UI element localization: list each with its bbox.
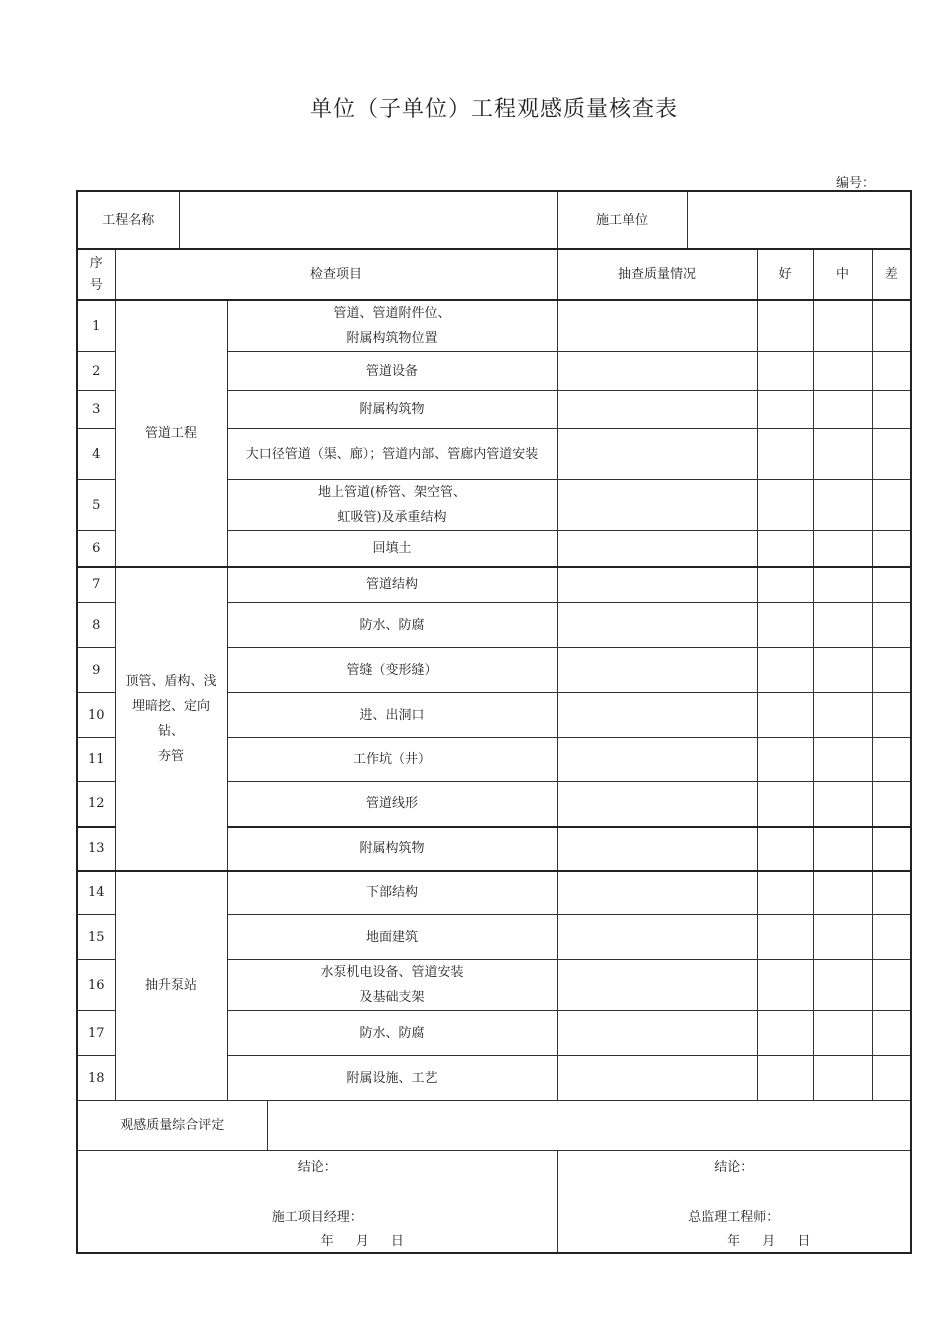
poor-cell[interactable] <box>872 915 911 960</box>
medium-cell[interactable] <box>813 480 872 531</box>
sampling-cell[interactable] <box>557 738 757 782</box>
medium-cell[interactable] <box>813 693 872 738</box>
medium-cell[interactable] <box>813 300 872 352</box>
good-cell[interactable] <box>757 1056 813 1101</box>
sampling-cell[interactable] <box>557 1056 757 1101</box>
table-row <box>77 567 911 603</box>
inspection-form <box>76 190 912 1254</box>
check-item: 管道线形 <box>227 782 557 827</box>
check-item: 进、出洞口 <box>227 693 557 738</box>
contractor-conclusion-label: 结论： <box>297 1160 337 1175</box>
contractor-date: 年 月 日 <box>320 1234 404 1249</box>
contractor-sign-area <box>77 1151 557 1253</box>
poor-cell[interactable] <box>872 960 911 1011</box>
col-header-item: 检查项目 <box>115 249 557 300</box>
supervisor-date: 年 月 日 <box>727 1234 811 1249</box>
check-item: 工作坑（井） <box>227 738 557 782</box>
poor-cell[interactable] <box>872 429 911 480</box>
medium-cell[interactable] <box>813 352 872 391</box>
row-number: 11 <box>77 738 115 782</box>
good-cell[interactable] <box>757 480 813 531</box>
sampling-cell[interactable] <box>557 352 757 391</box>
row-number: 6 <box>77 531 115 567</box>
poor-cell[interactable] <box>872 693 911 738</box>
medium-cell[interactable] <box>813 738 872 782</box>
row-number: 8 <box>77 603 115 648</box>
col-header-sampling: 抽查质量情况 <box>557 249 757 300</box>
check-item: 附属构筑物 <box>227 391 557 429</box>
check-item: 回填土 <box>227 531 557 567</box>
good-cell[interactable] <box>757 300 813 352</box>
col-header-seq-text: 序号 <box>89 255 103 293</box>
sampling-cell[interactable] <box>557 782 757 827</box>
check-item: 管道、管道附件位、 附属构筑物位置 <box>227 300 557 352</box>
sampling-cell[interactable] <box>557 531 757 567</box>
check-item: 管道结构 <box>227 567 557 603</box>
sampling-cell[interactable] <box>557 391 757 429</box>
poor-cell[interactable] <box>872 871 911 915</box>
good-cell[interactable] <box>757 429 813 480</box>
supervisor-sign-area <box>557 1151 911 1253</box>
good-cell[interactable] <box>757 693 813 738</box>
row-number: 7 <box>77 567 115 603</box>
column-header-row <box>77 249 911 300</box>
supervisor-conclusion-label: 结论： <box>714 1160 754 1175</box>
project-manager-label: 施工项目经理： <box>271 1210 363 1225</box>
sampling-cell[interactable] <box>557 827 757 871</box>
good-cell[interactable] <box>757 1011 813 1056</box>
row-number: 10 <box>77 693 115 738</box>
good-cell[interactable] <box>757 960 813 1011</box>
poor-cell[interactable] <box>872 738 911 782</box>
col-header-medium: 中 <box>813 249 872 300</box>
good-cell[interactable] <box>757 648 813 693</box>
table-row <box>77 871 911 915</box>
medium-cell[interactable] <box>813 567 872 603</box>
row-number: 13 <box>77 827 115 871</box>
row-number: 9 <box>77 648 115 693</box>
medium-cell[interactable] <box>813 827 872 871</box>
row-number: 1 <box>77 300 115 352</box>
good-cell[interactable] <box>757 915 813 960</box>
check-item: 附属设施、工艺 <box>227 1056 557 1101</box>
signature-row <box>77 1151 911 1253</box>
poor-cell[interactable] <box>872 1011 911 1056</box>
poor-cell[interactable] <box>872 648 911 693</box>
check-item: 地上管道(桥管、架空管、 虹吸管)及承重结构 <box>227 480 557 531</box>
row-number: 5 <box>77 480 115 531</box>
poor-cell[interactable] <box>872 603 911 648</box>
medium-cell[interactable] <box>813 1011 872 1056</box>
sampling-cell[interactable] <box>557 648 757 693</box>
medium-cell[interactable] <box>813 960 872 1011</box>
medium-cell[interactable] <box>813 648 872 693</box>
sampling-cell[interactable] <box>557 693 757 738</box>
project-info-row <box>77 191 911 249</box>
overall-label: 观感质量综合评定 <box>77 1101 267 1151</box>
medium-cell[interactable] <box>813 915 872 960</box>
check-item: 地面建筑 <box>227 915 557 960</box>
poor-cell[interactable] <box>872 567 911 603</box>
medium-cell[interactable] <box>813 1056 872 1101</box>
poor-cell[interactable] <box>872 352 911 391</box>
medium-cell[interactable] <box>813 603 872 648</box>
row-number: 2 <box>77 352 115 391</box>
good-cell[interactable] <box>757 567 813 603</box>
row-number: 12 <box>77 782 115 827</box>
good-cell[interactable] <box>757 391 813 429</box>
check-item: 下部结构 <box>227 871 557 915</box>
table-row <box>77 300 911 352</box>
row-number: 4 <box>77 429 115 480</box>
row-number: 16 <box>77 960 115 1011</box>
poor-cell[interactable] <box>872 782 911 827</box>
good-cell[interactable] <box>757 531 813 567</box>
poor-cell[interactable] <box>872 300 911 352</box>
col-header-seq <box>77 249 115 300</box>
check-item: 大口径管道（渠、廊）；管道内部、管廊内管道安装 <box>227 429 557 480</box>
page-title: 单位（子单位）工程观感质量核查表 <box>309 97 678 122</box>
check-item: 水泵机电设备、管道安装 及基础支架 <box>227 960 557 1011</box>
group-name: 管道工程 <box>115 300 227 567</box>
check-item: 防水、防腐 <box>227 1011 557 1056</box>
medium-cell[interactable] <box>813 782 872 827</box>
poor-cell[interactable] <box>872 827 911 871</box>
sampling-cell[interactable] <box>557 567 757 603</box>
sampling-cell[interactable] <box>557 480 757 531</box>
row-number: 17 <box>77 1011 115 1056</box>
good-cell[interactable] <box>757 352 813 391</box>
sampling-cell[interactable] <box>557 960 757 1011</box>
overall-field[interactable] <box>267 1101 911 1151</box>
medium-cell[interactable] <box>813 429 872 480</box>
check-item: 管缝（变形缝） <box>227 648 557 693</box>
construction-unit-field[interactable] <box>687 191 911 249</box>
good-cell[interactable] <box>757 827 813 871</box>
col-header-poor: 差 <box>872 249 911 300</box>
medium-cell[interactable] <box>813 391 872 429</box>
check-item: 管道设备 <box>227 352 557 391</box>
good-cell[interactable] <box>757 871 813 915</box>
medium-cell[interactable] <box>813 871 872 915</box>
sampling-cell[interactable] <box>557 300 757 352</box>
sampling-cell[interactable] <box>557 603 757 648</box>
sampling-cell[interactable] <box>557 1011 757 1056</box>
check-item: 附属构筑物 <box>227 827 557 871</box>
good-cell[interactable] <box>757 782 813 827</box>
group-name: 顶管、盾构、浅埋暗挖、定向钻、 夯管 <box>115 567 227 871</box>
sampling-cell[interactable] <box>557 871 757 915</box>
project-name-field[interactable] <box>179 191 557 249</box>
good-cell[interactable] <box>757 738 813 782</box>
overall-row <box>77 1101 911 1151</box>
poor-cell[interactable] <box>872 391 911 429</box>
poor-cell[interactable] <box>872 1056 911 1101</box>
construction-unit-label: 施工单位 <box>557 191 687 249</box>
group-name: 抽升泵站 <box>115 871 227 1101</box>
poor-cell[interactable] <box>872 531 911 567</box>
poor-cell[interactable] <box>872 480 911 531</box>
row-number: 18 <box>77 1056 115 1101</box>
sampling-cell[interactable] <box>557 915 757 960</box>
medium-cell[interactable] <box>813 531 872 567</box>
row-number: 15 <box>77 915 115 960</box>
row-number: 14 <box>77 871 115 915</box>
project-name-label: 工程名称 <box>77 191 179 249</box>
serial-number-label: 编号： <box>836 176 876 191</box>
good-cell[interactable] <box>757 603 813 648</box>
row-number: 3 <box>77 391 115 429</box>
sampling-cell[interactable] <box>557 429 757 480</box>
check-item: 防水、防腐 <box>227 603 557 648</box>
chief-supervisor-label: 总监理工程师： <box>688 1210 780 1225</box>
col-header-good: 好 <box>757 249 813 300</box>
